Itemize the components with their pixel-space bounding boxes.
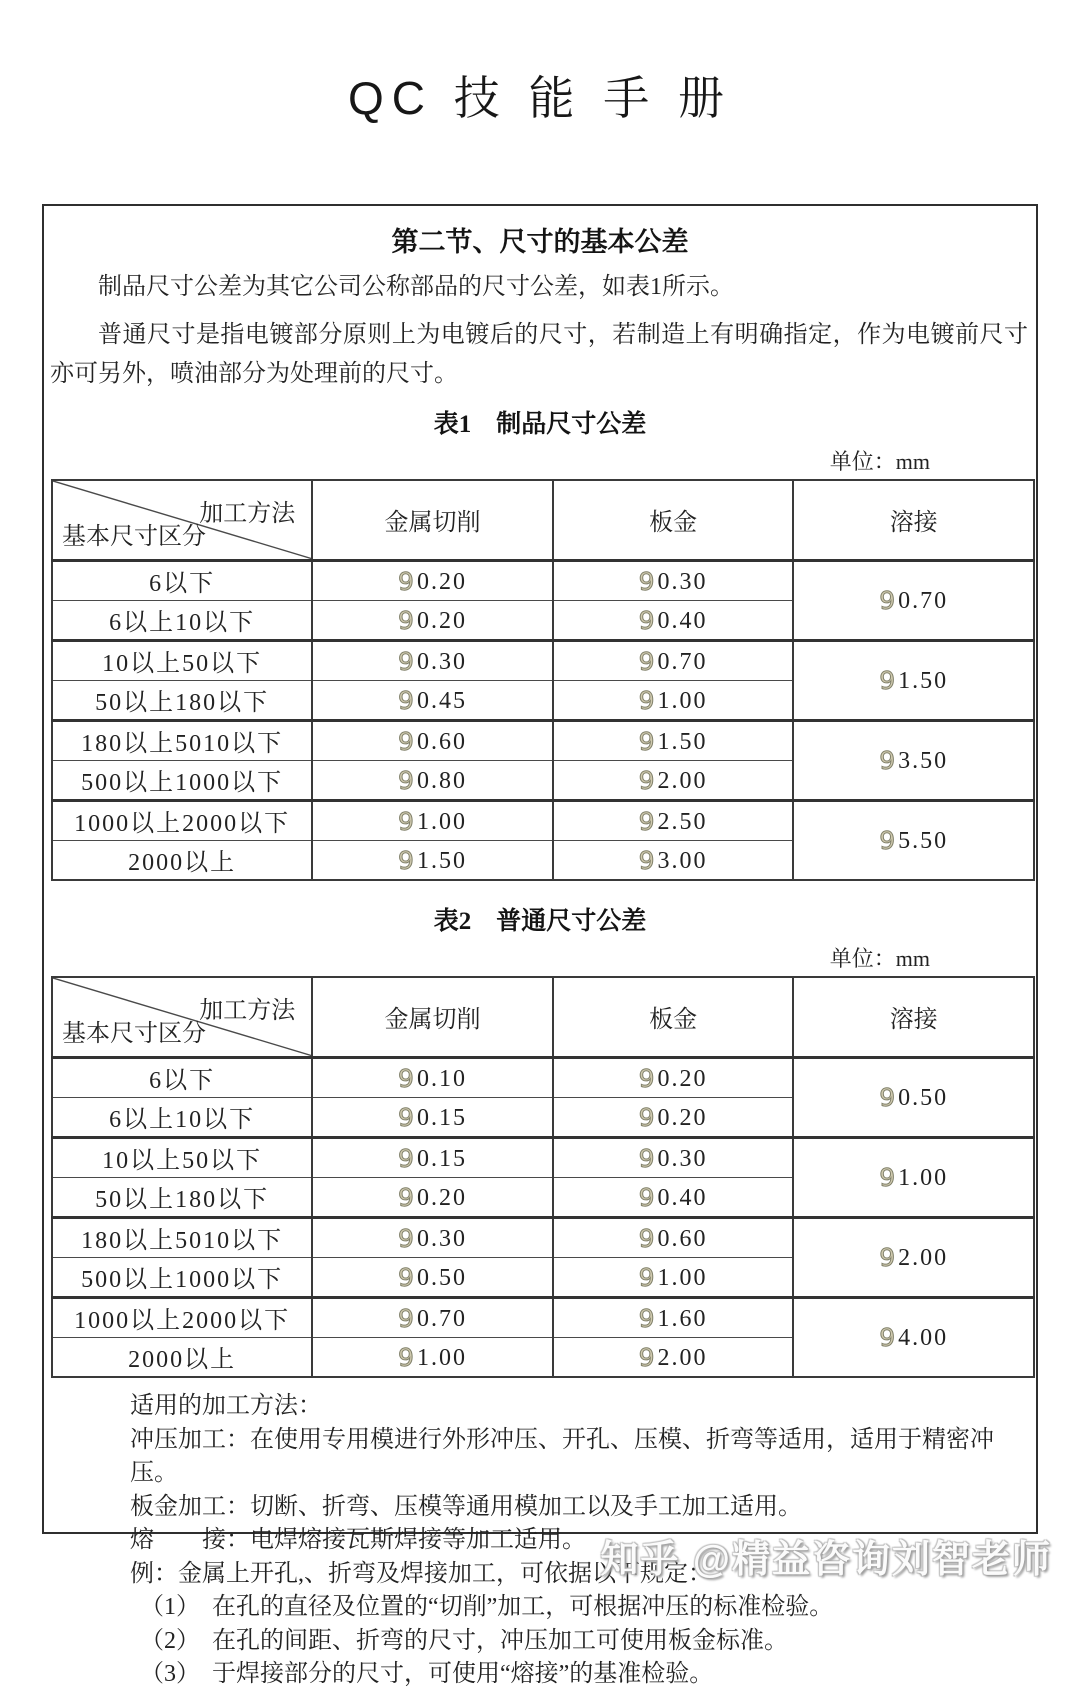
- tolerance-value: 0.20: [416, 607, 467, 634]
- tolerance-prefix-icon: 9: [638, 1143, 655, 1173]
- tolerance-value: 0.70: [657, 648, 708, 675]
- column-header-welding: 溶接: [793, 977, 1034, 1057]
- table1-block: [44, 404, 1036, 881]
- tolerance-prefix-icon: 9: [398, 685, 414, 715]
- metal-cutting-cell: [312, 1057, 553, 1097]
- paragraph-2: 普通尺寸是指电镀部分原则上为电镀后的尺寸，若制造上有明确指定，作为电镀前尺寸亦可另外，喷油部分为处理前的尺寸。: [50, 322, 1028, 387]
- notes-intro: 适用的加工方法：: [130, 1393, 322, 1419]
- tolerance-prefix-icon: 9: [879, 826, 896, 856]
- sheet-metal-cell: [553, 1177, 794, 1217]
- general-tolerance-table: [51, 976, 1035, 1378]
- table2-title: 表2 普通尺寸公差: [433, 908, 647, 935]
- tolerance-value: 1.50: [416, 847, 467, 874]
- tolerance-value: 1.00: [416, 1344, 467, 1371]
- tolerance-value: 0.50: [898, 1085, 949, 1111]
- size-range-cell: [52, 760, 312, 800]
- tolerance-value: 0.80: [416, 767, 467, 794]
- table-row: [52, 1217, 1034, 1257]
- table-row: [52, 720, 1034, 760]
- size-range-cell: [52, 720, 312, 760]
- tolerance-prefix-icon: 9: [879, 1083, 896, 1112]
- tolerance-value: 0.20: [416, 1184, 467, 1211]
- note-rule-3: （3） 于焊接部分的尺寸，可使用“熔接”的基准检验。: [140, 1661, 714, 1687]
- table-row: [52, 1057, 1034, 1097]
- tolerance-prefix-icon: 9: [398, 1223, 414, 1253]
- tolerance-prefix-icon: 9: [398, 726, 414, 756]
- tolerance-prefix-icon: 9: [638, 765, 655, 795]
- tolerance-value: 1.50: [657, 728, 708, 755]
- tolerance-value: 1.00: [898, 1165, 949, 1191]
- tolerance-value: 2.00: [898, 1245, 949, 1271]
- tolerance-value: 3.00: [657, 847, 708, 874]
- tolerance-value: 1.60: [657, 1305, 708, 1332]
- note-sheet-metal: 板金加工：切断、折弯、压模等通用模加工以及手工加工适用。: [130, 1493, 802, 1520]
- sheet-metal-cell: [553, 1057, 794, 1097]
- size-range-label: 2000以上: [128, 1347, 237, 1374]
- tolerance-prefix-icon: 9: [398, 765, 414, 795]
- page-title: QC 技 能 手 册: [347, 72, 733, 124]
- tolerance-prefix-icon: 9: [879, 666, 896, 695]
- tolerance-prefix-icon: 9: [638, 605, 655, 635]
- size-range-label: 50以上180以下: [95, 690, 270, 716]
- tolerance-value: 0.20: [657, 1065, 708, 1092]
- metal-cutting-cell: [312, 1137, 553, 1177]
- tolerance-value: 0.70: [898, 588, 949, 614]
- tolerance-prefix-icon: 9: [879, 1163, 896, 1192]
- tolerance-value: 5.50: [898, 828, 949, 855]
- corner-label-method: 加工方法: [199, 998, 296, 1024]
- diagonal-header-cell: [52, 480, 312, 560]
- tolerance-prefix-icon: 9: [879, 586, 896, 615]
- sheet-metal-cell: [553, 840, 794, 880]
- table1-unit-label: 单位：mm: [829, 449, 930, 474]
- sheet-metal-cell: [553, 760, 794, 800]
- tolerance-prefix-icon: 9: [398, 1342, 414, 1372]
- welding-cell: [793, 560, 1034, 640]
- tolerance-value: 2.50: [657, 808, 708, 835]
- tolerance-value: 0.50: [416, 1264, 467, 1291]
- column-header-sheet-metal: 板金: [553, 480, 794, 560]
- size-range-cell: [52, 560, 312, 600]
- header-row: [52, 977, 1034, 1057]
- tolerance-prefix-icon: 9: [638, 845, 655, 875]
- welding-cell: [793, 1297, 1034, 1377]
- tolerance-prefix-icon: 9: [879, 1243, 896, 1272]
- tolerance-value: 0.40: [657, 1184, 708, 1211]
- table2-block: [44, 901, 1036, 1378]
- welding-cell: [793, 1217, 1034, 1297]
- size-range-label: 6以下: [149, 1068, 216, 1094]
- table-row: [52, 1297, 1034, 1337]
- size-range-cell: [52, 1097, 312, 1137]
- size-range-cell: [52, 680, 312, 720]
- sheet-metal-cell: [553, 1097, 794, 1137]
- tolerance-prefix-icon: 9: [398, 646, 414, 676]
- tolerance-prefix-icon: 9: [638, 1182, 655, 1212]
- tolerance-value: 2.00: [657, 767, 708, 794]
- table-row: [52, 1137, 1034, 1177]
- size-range-cell: [52, 1217, 312, 1257]
- metal-cutting-cell: [312, 600, 553, 640]
- note-rule-1: （1） 在孔的直径及位置的“切削”加工，可根据冲压的标准检验。: [140, 1594, 834, 1620]
- sheet-metal-cell: [553, 1297, 794, 1337]
- sheet-metal-cell: [553, 1257, 794, 1297]
- tolerance-prefix-icon: 9: [398, 1182, 414, 1212]
- tolerance-prefix-icon: 9: [638, 1342, 655, 1372]
- header-row: [52, 480, 1034, 560]
- tolerance-prefix-icon: 9: [398, 1102, 414, 1132]
- tolerance-prefix-icon: 9: [638, 646, 655, 676]
- column-header-metal-cutting: 金属切削: [312, 480, 553, 560]
- tolerance-value: 0.30: [657, 1145, 708, 1172]
- metal-cutting-cell: [312, 1337, 553, 1377]
- table1-title: 表1 制品尺寸公差: [433, 411, 647, 438]
- paragraph-1: 制品尺寸公差为其它公司公称部品的尺寸公差，如表1所示。: [98, 274, 734, 300]
- tolerance-prefix-icon: 9: [398, 1303, 414, 1333]
- tolerance-value: 0.70: [416, 1305, 467, 1332]
- welding-cell: [793, 640, 1034, 720]
- metal-cutting-cell: [312, 1097, 553, 1137]
- tolerance-prefix-icon: 9: [638, 685, 655, 715]
- tolerance-value: 0.60: [416, 728, 467, 755]
- size-range-label: 500以上1000以下: [81, 1267, 284, 1293]
- tolerance-value: 0.40: [657, 607, 708, 634]
- metal-cutting-cell: [312, 640, 553, 680]
- section-heading: 第二节、尺寸的基本公差: [391, 227, 689, 257]
- tolerance-prefix-icon: 9: [638, 726, 655, 756]
- tolerance-prefix-icon: 9: [398, 806, 414, 836]
- sheet-metal-cell: [553, 560, 794, 600]
- tolerance-value: 2.00: [657, 1344, 708, 1371]
- tolerance-prefix-icon: 9: [879, 1323, 896, 1353]
- metal-cutting-cell: [312, 1297, 553, 1337]
- product-tolerance-table: [51, 479, 1035, 881]
- size-range-cell: [52, 1177, 312, 1217]
- size-range-label: 1000以上2000以下: [74, 811, 291, 837]
- tolerance-value: 0.30: [416, 648, 467, 675]
- sheet-metal-cell: [553, 720, 794, 760]
- tolerance-value: 0.10: [416, 1065, 467, 1092]
- size-range-cell: [52, 1337, 312, 1377]
- tolerance-value: 0.45: [416, 687, 467, 714]
- tolerance-value: 1.50: [898, 668, 949, 694]
- sheet-metal-cell: [553, 640, 794, 680]
- metal-cutting-cell: [312, 840, 553, 880]
- sheet-metal-cell: [553, 1217, 794, 1257]
- tolerance-value: 1.00: [416, 808, 467, 835]
- tolerance-value: 0.20: [416, 568, 467, 595]
- tolerance-value: 3.50: [898, 748, 949, 774]
- size-range-label: 6以上10以下: [109, 1107, 256, 1133]
- size-range-label: 10以上50以下: [102, 1148, 263, 1174]
- size-range-cell: [52, 600, 312, 640]
- welding-cell: [793, 800, 1034, 880]
- tolerance-value: 0.30: [416, 1225, 467, 1252]
- note-rule-2: （2） 在孔的间距、折弯的尺寸，冲压加工可使用板金标准。: [140, 1627, 788, 1654]
- tolerance-prefix-icon: 9: [638, 1102, 655, 1132]
- metal-cutting-cell: [312, 720, 553, 760]
- size-range-label: 1000以上2000以下: [74, 1308, 291, 1334]
- size-range-cell: [52, 640, 312, 680]
- welding-cell: [793, 1137, 1034, 1217]
- tolerance-value: 0.15: [416, 1145, 467, 1172]
- welding-cell: [793, 720, 1034, 800]
- column-header-welding: 溶接: [793, 480, 1034, 560]
- tolerance-prefix-icon: 9: [638, 806, 655, 836]
- tolerance-value: 0.30: [657, 568, 708, 595]
- table-row: [52, 640, 1034, 680]
- size-range-label: 10以上50以下: [102, 651, 263, 677]
- note-example: 例：金属上开孔,、折弯及焊接加工，可依据以下规定：: [130, 1560, 712, 1587]
- corner-label-size: 基本尺寸区分: [62, 523, 206, 550]
- tolerance-prefix-icon: 9: [638, 1223, 655, 1253]
- tolerance-prefix-icon: 9: [638, 566, 655, 596]
- metal-cutting-cell: [312, 560, 553, 600]
- welding-cell: [793, 1057, 1034, 1137]
- diagonal-header-cell: [52, 977, 312, 1057]
- size-range-cell: [52, 1137, 312, 1177]
- note-welding: 熔 接：电焊熔接瓦斯焊接等加工适用。: [130, 1527, 586, 1553]
- tolerance-prefix-icon: 9: [879, 746, 896, 775]
- corner-label-method: 加工方法: [199, 501, 296, 527]
- metal-cutting-cell: [312, 1177, 553, 1217]
- size-range-label: 180以上5010以下: [81, 731, 284, 757]
- size-range-cell: [52, 1257, 312, 1297]
- size-range-label: 50以上180以下: [95, 1187, 270, 1213]
- corner-label-size: 基本尺寸区分: [62, 1020, 206, 1047]
- tolerance-prefix-icon: 9: [638, 1262, 655, 1292]
- tolerance-prefix-icon: 9: [398, 1143, 414, 1173]
- metal-cutting-cell: [312, 680, 553, 720]
- size-range-label: 500以上1000以下: [81, 770, 284, 796]
- tolerance-prefix-icon: 9: [638, 1303, 655, 1333]
- tolerance-prefix-icon: 9: [398, 566, 414, 596]
- size-range-cell: [52, 800, 312, 840]
- tolerance-value: 0.15: [416, 1104, 467, 1131]
- size-range-label: 6以上10以下: [109, 610, 256, 636]
- sheet-metal-cell: [553, 800, 794, 840]
- metal-cutting-cell: [312, 800, 553, 840]
- tolerance-value: 1.00: [657, 687, 708, 714]
- size-range-label: 6以下: [149, 571, 216, 597]
- metal-cutting-cell: [312, 1217, 553, 1257]
- sheet-metal-cell: [553, 1137, 794, 1177]
- tolerance-value: 0.60: [657, 1225, 708, 1252]
- tolerance-value: 0.20: [657, 1104, 708, 1131]
- sheet-metal-cell: [553, 1337, 794, 1377]
- watermark: 知乎 @精益咨询刘智老师: [600, 1539, 1052, 1581]
- size-range-label: 180以上5010以下: [81, 1228, 284, 1254]
- column-header-metal-cutting: 金属切削: [312, 977, 553, 1057]
- note-stamping: 冲压加工：在使用专用模进行外形冲压、开孔、压模、折弯等适用，适用于精密冲压。: [130, 1426, 994, 1486]
- tolerance-prefix-icon: 9: [398, 845, 414, 875]
- size-range-cell: [52, 1057, 312, 1097]
- metal-cutting-cell: [312, 760, 553, 800]
- tolerance-prefix-icon: 9: [398, 605, 414, 635]
- metal-cutting-cell: [312, 1257, 553, 1297]
- tolerance-prefix-icon: 9: [398, 1063, 414, 1093]
- size-range-label: 2000以上: [128, 850, 237, 877]
- tolerance-value: 1.00: [657, 1264, 708, 1291]
- table-row: [52, 560, 1034, 600]
- sheet-metal-cell: [553, 680, 794, 720]
- sheet-metal-cell: [553, 600, 794, 640]
- table2-unit-label: 单位：mm: [829, 946, 930, 971]
- size-range-cell: [52, 840, 312, 880]
- tolerance-prefix-icon: 9: [398, 1262, 414, 1292]
- size-range-cell: [52, 1297, 312, 1337]
- table-row: [52, 800, 1034, 840]
- tolerance-prefix-icon: 9: [638, 1063, 655, 1093]
- tolerance-value: 4.00: [898, 1325, 949, 1352]
- column-header-sheet-metal: 板金: [553, 977, 794, 1057]
